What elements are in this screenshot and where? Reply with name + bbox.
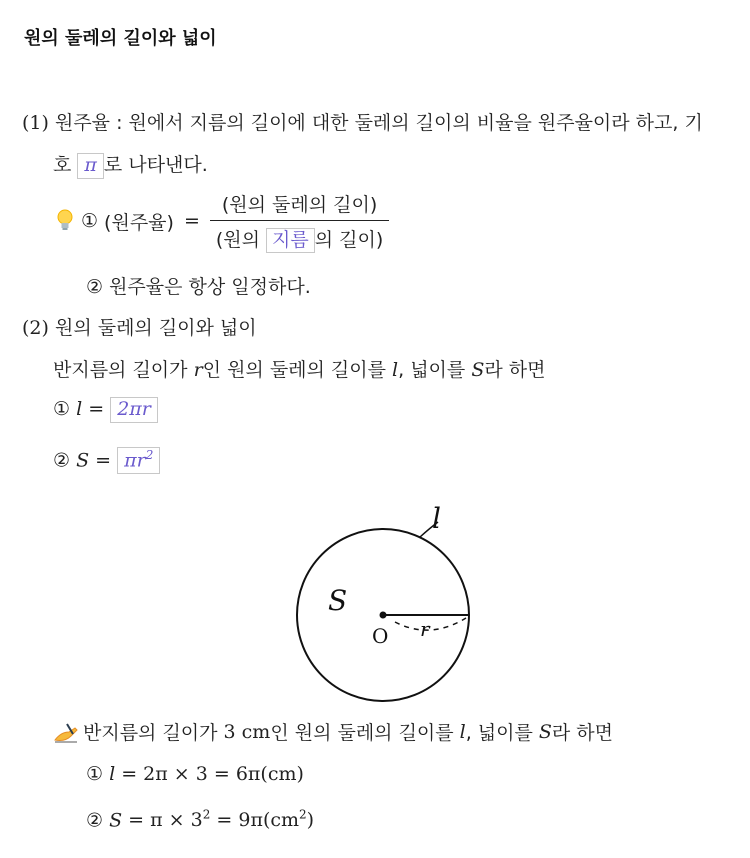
item-2-var: S bbox=[76, 449, 90, 472]
intro-text-a: 반지름의 길이가 bbox=[53, 359, 188, 381]
area-box-exponent: 2 bbox=[145, 448, 154, 462]
example-var-S: S bbox=[538, 720, 552, 743]
fraction-denominator bbox=[210, 221, 389, 253]
area-box bbox=[117, 447, 160, 474]
area-formula bbox=[53, 447, 160, 474]
answer-2-expression bbox=[128, 809, 314, 831]
intro-var-l: l bbox=[392, 359, 399, 381]
fraction-numerator: (원의 둘레의 길이) bbox=[210, 190, 389, 221]
circumference-formula bbox=[53, 397, 158, 423]
section-2-heading bbox=[22, 313, 257, 340]
example-answer-1 bbox=[86, 763, 304, 785]
formula-1-marker: ① bbox=[81, 210, 99, 233]
formula-1-equals: = bbox=[183, 210, 200, 233]
pi-fraction bbox=[210, 190, 389, 253]
writing-hand-icon bbox=[53, 720, 79, 744]
page-title: 원의 둘레의 길이와 넓이 bbox=[24, 28, 217, 49]
label-r: r bbox=[420, 617, 430, 641]
answer-2-exponent-1: 2 bbox=[202, 808, 211, 822]
diameter-box: 지름 bbox=[266, 228, 315, 253]
item-1-var: l bbox=[76, 398, 83, 420]
example-text-b: 인 원의 둘레의 길이를 bbox=[270, 722, 454, 744]
section-1-line-2 bbox=[53, 150, 208, 179]
intro-var-r: r bbox=[193, 359, 203, 381]
section-2-title: 원의 둘레의 길이와 넓이 bbox=[54, 317, 257, 339]
answer-2-marker: ② bbox=[86, 809, 104, 832]
example-var-l: l bbox=[459, 720, 466, 743]
radius-brace bbox=[395, 618, 466, 630]
intro-text-d: 라 하면 bbox=[484, 359, 546, 381]
item-1-equals: = bbox=[88, 398, 105, 420]
formula-1-lhs: (원주율) bbox=[104, 211, 174, 234]
answer-1-var: l bbox=[109, 763, 116, 785]
pi-constant-note: ② 원주율은 항상 일정하다. bbox=[86, 276, 311, 298]
answer-2-part-b: = 9π(cm bbox=[216, 809, 300, 832]
example-radius: 3 cm bbox=[223, 720, 271, 743]
section-2-intro bbox=[53, 355, 545, 382]
item-1-marker: ① bbox=[53, 398, 71, 420]
section-1-number: (1) bbox=[22, 112, 49, 134]
answer-1-marker: ① bbox=[86, 763, 104, 785]
circle-diagram bbox=[280, 500, 490, 710]
symbol-suffix: 로 나타낸다. bbox=[103, 154, 208, 176]
item-2-marker: ② bbox=[53, 449, 71, 472]
pi-symbol-box: π bbox=[77, 153, 104, 179]
answer-2-exponent-2: 2 bbox=[299, 808, 307, 822]
circumference-box: 2πr bbox=[110, 397, 158, 423]
answer-2-part-a: = π × 3 bbox=[128, 809, 203, 832]
pi-definition-text: 원주율 : 원에서 지름의 길이에 대한 둘레의 길이의 비율을 원주율이라 하고, 기 bbox=[54, 112, 703, 134]
example-text-a: 반지름의 길이가 bbox=[83, 722, 218, 744]
label-S: S bbox=[328, 584, 348, 617]
answer-2-part-c: ) bbox=[306, 809, 315, 832]
section-1-line-1 bbox=[22, 108, 703, 135]
example-text-d: 라 하면 bbox=[551, 722, 614, 744]
pi-formula bbox=[55, 190, 389, 253]
example-statement bbox=[53, 718, 613, 745]
symbol-prefix: 호 bbox=[53, 154, 72, 176]
intro-text-c: , 넓이를 bbox=[398, 359, 466, 381]
center-point bbox=[380, 612, 387, 619]
section-2-number: (2) bbox=[22, 317, 49, 339]
den-suffix: 의 길이) bbox=[314, 229, 384, 251]
den-prefix: (원의 bbox=[215, 229, 260, 251]
label-l: l bbox=[432, 502, 441, 535]
area-box-base: πr bbox=[124, 449, 146, 472]
answer-2-var: S bbox=[109, 809, 123, 832]
intro-var-S: S bbox=[471, 359, 485, 381]
example-answer-2 bbox=[86, 808, 314, 831]
label-O: O bbox=[372, 624, 389, 648]
lightbulb-icon bbox=[55, 208, 75, 234]
example-text-c: , 넓이를 bbox=[465, 722, 533, 744]
intro-text-b: 인 원의 둘레의 길이를 bbox=[202, 359, 386, 381]
answer-1-expression: = 2π × 3 = 6π(cm) bbox=[121, 763, 304, 785]
item-2-equals: = bbox=[95, 449, 112, 472]
